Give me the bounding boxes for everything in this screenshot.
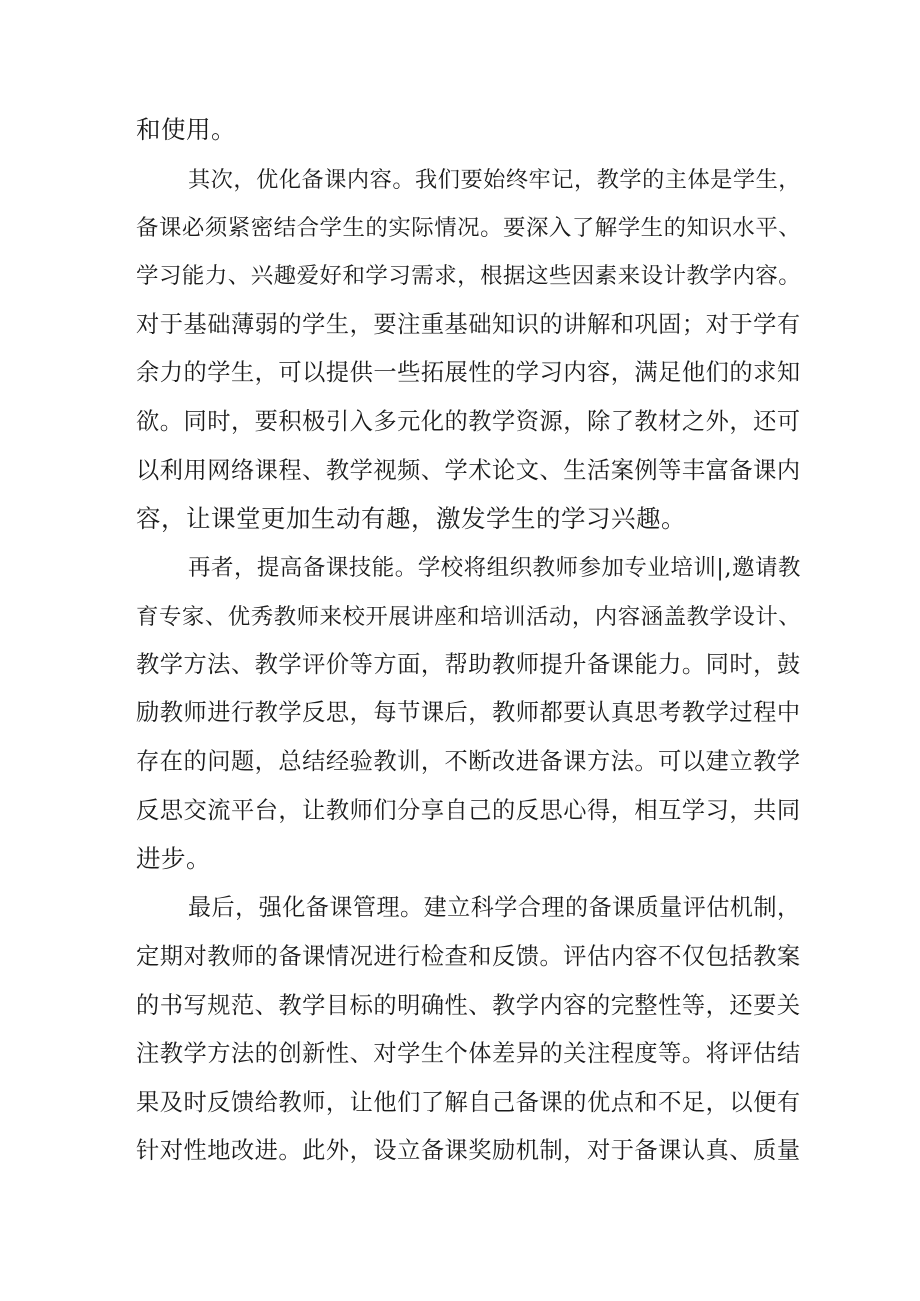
text-line: 容，让课堂更加生动有趣，激发学生的学习兴趣。 <box>136 504 686 533</box>
text-line: 育专家、优秀教师来校开展讲座和培训活动，内容涵盖教学设计、 <box>136 604 802 630</box>
text-line: 欲。同时，要积极引入多元化的教学资源，除了教材之外，还可 <box>136 408 801 435</box>
text-line: 反思交流平台，让教师们分享自己的反思心得，相互学习，共同 <box>136 797 801 824</box>
text-line: 进步。 <box>136 844 211 873</box>
text-line: 对于基础薄弱的学生，要注重基础知识的讲解和巩固；对于学有 <box>136 311 801 338</box>
text-line: 学习能力、兴趣爱好和学习需求，根据这些因素来设计教学内容。 <box>136 263 802 289</box>
paragraph-start-line: 再者，提高备课技能。学校将组织教师参加专业培训|,邀请教 <box>188 555 801 581</box>
text-line: 的书写规范、教学目标的明确性、教学内容的完整性等，还要关 <box>136 992 801 1019</box>
text-line: 教学方法、教学评价等方面，帮助教师提升备课能力。同时，鼓 <box>136 651 801 678</box>
text-line: 针对性地改进。此外，设立备课奖励机制，对于备课认真、质量 <box>136 1137 801 1164</box>
text-line: 备课必须紧密结合学生的实际情况。要深入了解学生的知识水平、 <box>136 215 802 241</box>
text-line: 和使用。 <box>136 115 236 144</box>
text-line: 定期对教师的备课情况进行检查和反馈。评估内容不仅包括教案 <box>136 943 801 970</box>
text-line: 以利用网络课程、教学视频、学术论文、生活案例等丰富备课内 <box>136 457 801 484</box>
text-line: 果及时反馈给教师，让他们了解自己备课的优点和不足，以便有 <box>136 1089 801 1116</box>
text-line: 注教学方法的创新性、对学生个体差异的关注程度等。将评估结 <box>136 1040 801 1067</box>
paragraph-start-line: 最后，强化备课管理。建立科学合理的备课质量评估机制， <box>188 895 801 921</box>
text-line: 余力的学生，可以提供一些拓展性的学习内容，满足他们的求知 <box>136 359 801 386</box>
text-line: 励教师进行教学反思，每节课后，教师都要认真思考教学过程中 <box>136 699 801 726</box>
paragraph-start-line: 其次，优化备课内容。我们要始终牢记，教学的主体是学生， <box>188 167 801 193</box>
text-line: 存在的问题，总结经验教训，不断改进备课方法。可以建立教学 <box>136 748 801 775</box>
